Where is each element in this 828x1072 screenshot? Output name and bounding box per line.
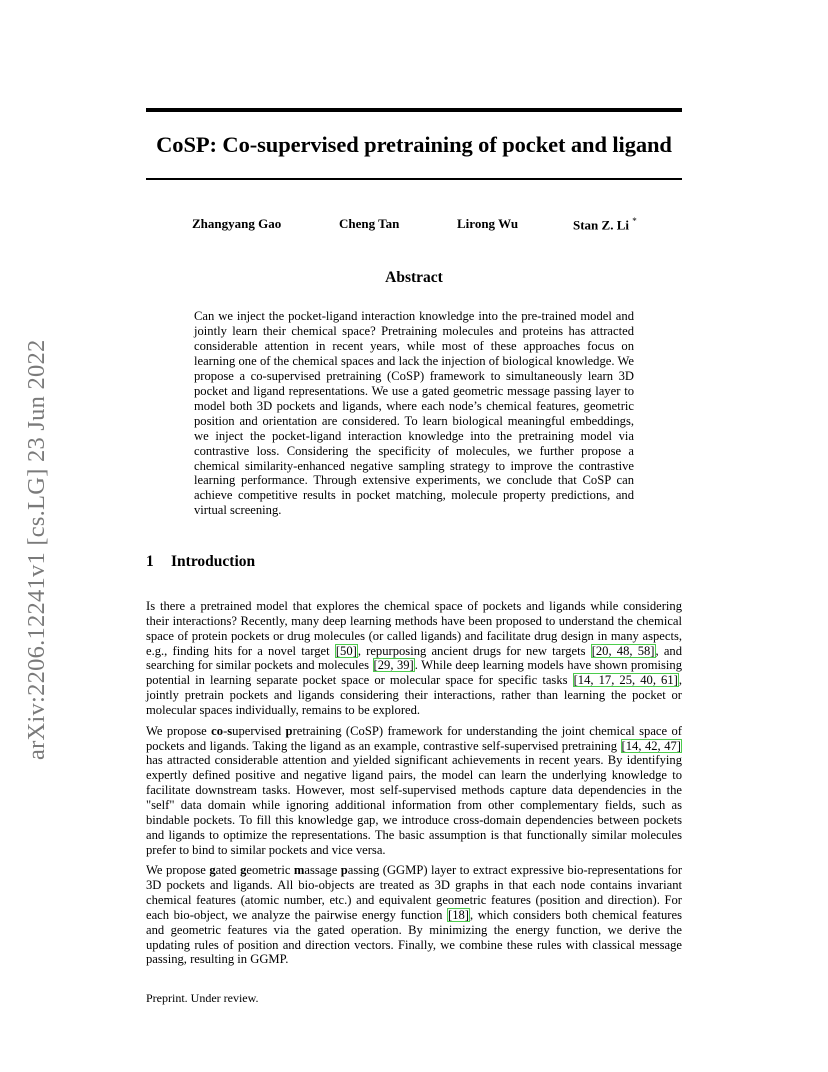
title-bottom-rule xyxy=(146,178,682,180)
author-3: Lirong Wu xyxy=(457,216,519,231)
paragraph-3: We propose gated geometric massage passing (GGMP) layer to extract expressive bio-representations for 3D pockets and ligands. All bio-objects are treated as 3D graphs in that each node contains invariant chemical features (atomic number, etc.) and equivalent geometric features (position and direction). For each bio-object, we analyze the pairwise energy function [18], which considers both chemical features and geometric features via the gated operation. By minimizing the energy function, we derive the updating rules of position and direction vectors. Finally, we combine these rules with classical message passing, resulting in GGMP. xyxy=(146,863,683,967)
corresponding-author-mark: * xyxy=(632,216,637,226)
citation-link[interactable]: [29, 39] xyxy=(373,658,414,673)
abstract-heading: Abstract xyxy=(385,269,443,286)
section-heading xyxy=(146,553,255,571)
footer-note: Preprint. Under review. xyxy=(146,991,259,1005)
citation-link[interactable]: [18] xyxy=(448,907,469,922)
arxiv-stamp: arXiv:2206.12241v1 [cs.LG] 23 Jun 2022 xyxy=(23,339,50,760)
author-1: Zhangyang Gao xyxy=(192,216,282,231)
author-4: Stan Z. Li * xyxy=(573,216,637,233)
abstract-text: Can we inject the pocket-ligand interaction knowledge into the pre-trained model and jointly learn their chemical space? Pretraining molecules and proteins has attracted considerable attention in recent years, while most of these approaches focus on learning one of the chemical spaces and lack the injection of biological knowledge. We propose a co-supervised pretraining (CoSP) framework to simultaneously learn 3D pocket and ligand representations. We use a gated geometric message passing layer to model both 3D pockets and ligands, where each node’s chemical features, geometric position and orientation are considered. To learn biological meaningful embeddings, we inject the pocket-ligand interaction knowledge into the pretraining model via contrastive loss. Considering the specificity of molecules, we further propose a chemical similarity-enhanced negative sampling strategy to improve the contrastive learning performance. Through extensive experiments, we conclude that CoSP can achieve competitive results in pocket matching, molecule property predictions, and virtual screening. xyxy=(194,309,634,518)
author-2: Cheng Tan xyxy=(339,216,400,231)
citation-link[interactable]: [20, 48, 58] xyxy=(591,643,655,658)
title-top-rule xyxy=(146,108,682,112)
paper-title: CoSP: Co-supervised pretraining of pocket and ligand xyxy=(156,132,672,157)
introduction-body xyxy=(146,599,682,973)
paragraph-1: Is there a pretrained model that explores the chemical space of pockets and ligands while considering their interactions? Recently, many deep learning methods have been proposed to understand the chemical space of protein pockets or drug molecules (or called ligands) and facilitate drug design in many aspects, e.g., finding hits for a novel target [50], repurposing ancient drugs for new targets [20, 48, 58], and searching for similar pockets and molecules [29, 39]. While deep learning models have shown promising potential in learning separate pocket space or molecular space for specific tasks [14, 17, 25, 40, 61], jointly pretrain pockets and ligands considering their interactions, rather than learning the pocket or molecular spaces individually, remains to be explored. xyxy=(146,599,683,717)
citation-link[interactable]: [14, 42, 47] xyxy=(621,738,681,753)
section-title: Introduction xyxy=(171,553,256,570)
paragraph-2: We propose co-supervised pretraining (CoSP) framework for understanding the joint chemical space of pockets and ligands. Taking the ligand as an example, contrastive self-supervised pretraining [14, 42, 47] has attracted considerable attention and yielded significant achievements in recent years. By identifying expertly defined positive and negative ligand pairs, the model can learn the underlying knowledge to facilitate downstream tasks. However, most self-supervised methods capture data dependencies in the "self" data domain while ignoring additional information from other complementary fields, such as bindable pockets. To fill this knowledge gap, we introduce cross-domain dependencies between pockets and ligands to optimize the representations. The basic assumption is that functionally similar molecules prefer to bind to similar pockets and vice versa. xyxy=(146,723,682,857)
section-number: 1 xyxy=(146,553,154,570)
citation-link[interactable]: [50] xyxy=(335,643,357,658)
citation-link[interactable]: [14, 17, 25, 40, 61] xyxy=(573,673,678,688)
